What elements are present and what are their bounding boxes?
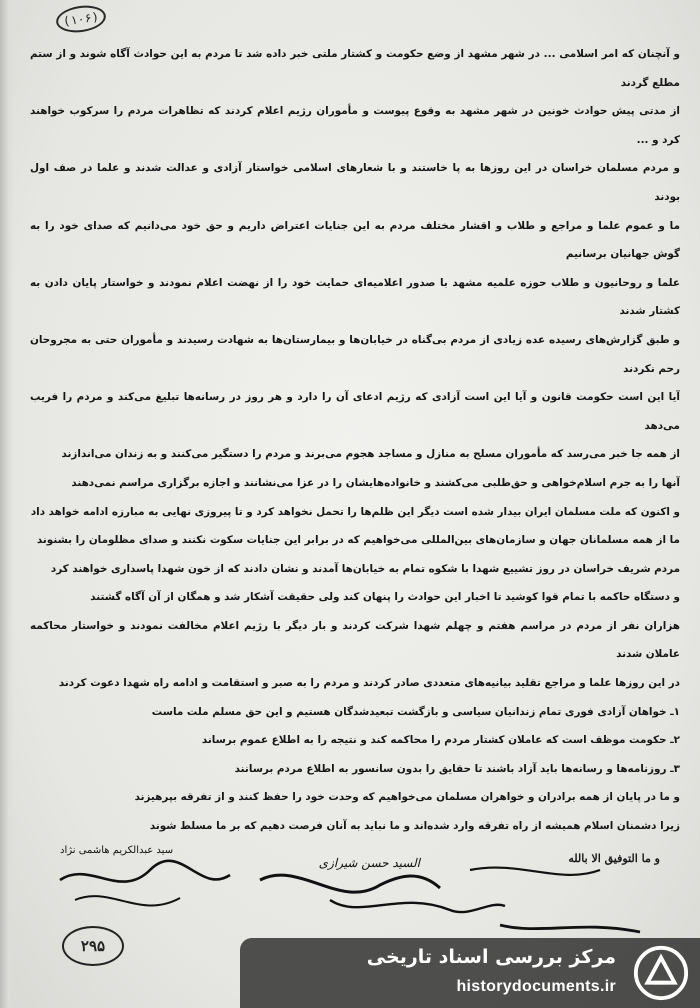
document-line: ۱ـ خواهان آزادی فوری تمام زندانیان سیاسی و بازگشت تبعیدشدگان هستیم و این حق مسلم ملت ماست: [151, 705, 680, 718]
document-line: ۲ـ حکومت موظف است که عاملان کشتار مردم را محاکمه کند و نتیجه را به اطلاع عموم برساند: [201, 734, 680, 747]
document-line: آیا این است حکومت قانون و آیا این است آزادی که رژیم ادعای آن را دارد و هر روز در رسانه‌ها تبلیغ می‌کند و مردم را فریب می‌دهد: [30, 391, 680, 432]
document-line: و مردم مسلمان خراسان در این روزها به پا خاستند و با شعارهای اسلامی خواستار آزادی و عدالت شدند و علما در صف اول بودند: [30, 162, 680, 203]
document-line: و دستگاه حاکمه با تمام قوا کوشید تا اخبار این حوادث را پنهان کند ولی حقیقت آشکار شد و همگان از آن آگاه گشتند: [90, 591, 680, 604]
document-line: علما و روحانیون و طلاب حوزه علمیه مشهد با صدور اعلامیه‌ای حمایت خود را از نهضت اعلام نمودند و خواستار پایان دادن به کشتار شدند: [30, 276, 680, 318]
watermark-name: مرکز بررسی اسناد تاریخی: [366, 946, 616, 968]
watermark-banner: [240, 938, 700, 1008]
document-line: مردم شریف خراسان در روز تشییع شهدا با شکوه تمام به خیابان‌ها آمدند و نشان دادند که از خون شهدا پاسداری خواهند کرد: [50, 562, 680, 575]
archive-logo-icon: [632, 944, 690, 1002]
document-line: زیرا دشمنان اسلام همیشه از راه تفرقه وارد شده‌اند و ما نباید به آنان فرصت دهیم که بر ما مسلط شوند: [149, 820, 680, 833]
document-line: از مدتی پیش حوادث خونین در شهر مشهد به وقوع پیوست و مأموران رژیم اعلام کردند که تظاهرات مردم را سرکوب خواهند کرد و ...: [30, 105, 680, 146]
document-line: هزاران نفر از مردم در مراسم هفتم و چهلم شهدا شرکت کردند و بار دیگر با رژیم اعلام مخالفت نمودند و خواستار محاکمه عاملان شدند: [30, 619, 680, 661]
watermark-url: historydocuments.ir: [456, 978, 616, 995]
archive-number-stamp: (۱۰۶): [54, 3, 107, 36]
document-line: ما از همه مسلمانان جهان و سازمان‌های بین‌المللی می‌خواهیم که در برابر این جنایات سکوت نکنند و صدای مظلومان را بشنوند: [36, 534, 680, 547]
document-line: در این روزها علما و مراجع تقلید بیانیه‌های متعددی صادر کردند و مردم را به صبر و استقامت و ادامه راه شهدا دعوت کردند: [58, 677, 680, 690]
closing-text: و ما التوفیق الا بالله: [568, 852, 660, 865]
signature-top-name: السید حسن شیرازی: [318, 856, 420, 870]
document-body: [30, 40, 680, 850]
document-line: و ما در پایان از همه برادران و خواهران مسلمان می‌خواهیم که وحدت خود را حفظ کنند و از تفرقه بپرهیزند: [134, 791, 680, 804]
document-line: و طبق گزارش‌های رسیده عده زیادی از مردم بی‌گناه در خیابان‌ها و بیمارستان‌ها به شهادت رسیدند و مأموران حتی به مجروحان رحم نکردند: [30, 333, 680, 375]
document-line: و اکنون که ملت مسلمان ایران بیدار شده است دیگر این ظلم‌ها را تحمل نخواهد کرد و تا پیروزی نهایی به مبارزه ادامه خواهد داد: [30, 505, 680, 518]
document-line: آنها را به جرم اسلام‌خواهی و حق‌طلبی می‌کشند و خانواده‌هایشان را در عزا می‌نشانند و اجازه برگزاری مراسم نمی‌دهند: [71, 476, 680, 489]
document-line: و آنچنان که امر اسلامی ... در شهر مشهد از وضع حکومت و کشتار ملتی خبر داده شد تا مردم به این حوادث آگاه شوند و از ستم مطلع گردند: [30, 48, 680, 89]
document-line: ۳ـ روزنامه‌ها و رسانه‌ها باید آزاد باشند تا حقایق را بدون سانسور به اطلاع مردم برسانند: [234, 762, 680, 775]
document-line: ما و عموم علما و مراجع و طلاب و اقشار مختلف مردم به این جنایات اعتراض داریم و حق خود می‌دانیم که صدای خود را به گوش جهانیان برسانیم: [30, 219, 680, 261]
page-number-stamp: ۲۹۵: [62, 926, 124, 966]
signature-left-name: سید عبدالکریم هاشمی نژاد: [60, 845, 174, 856]
document-line: از همه جا خبر می‌رسد که مأموران مسلح به منازل و مساجد هجوم می‌برند و مردم را دستگیر می‌کنند و به زندان می‌اندازند: [61, 448, 680, 461]
